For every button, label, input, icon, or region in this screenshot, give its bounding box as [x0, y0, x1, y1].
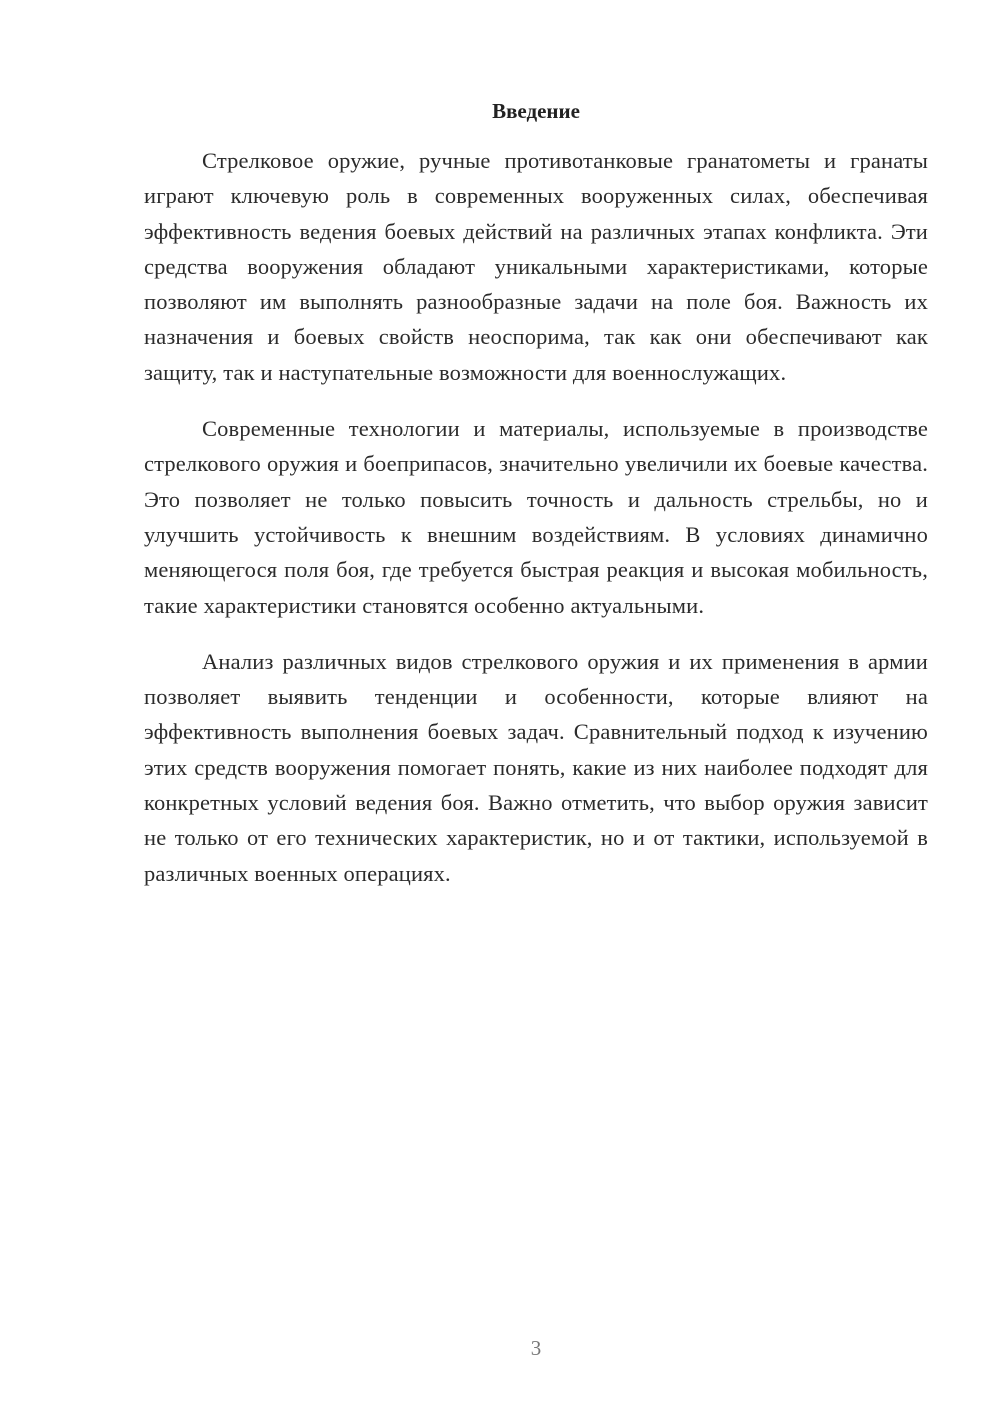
page-number: 3	[530, 1336, 542, 1360]
paragraph-1: Стрелковое оружие, ручные противотанковые гранатометы и гранаты играют ключевую роль в современных вооруженных силах, обеспечивая эффективность ведения боевых действий на различных этапах конфликта. Эти средства вооружения обладают уникальными характеристиками, которые позволяют им выполнять разнообразные задачи на поле боя. Важность их назначения и боевых свойств неоспорима, так как они обеспечивают как защиту, так и наступательные возможности для военнослужащих.	[144, 148, 928, 385]
paragraph-3: Анализ различных видов стрелкового оружия и их применения в армии позволяет выявить тенденции и особенности, которые влияют на эффективность выполнения боевых задач. Сравнительный подход к изучению этих средств вооружения помогает понять, какие из них наиболее подходят для конкретных условий ведения боя. Важно отметить, что выбор оружия зависит не только от его технических характеристик, но и от тактики, используемой в различных военных операциях.	[144, 648, 928, 886]
paragraph-2: Современные технологии и материалы, используемые в производстве стрелкового оружия и боеприпасов, значительно увеличили их боевые качества. Это позволяет не только повысить точность и дальность стрельбы, но и улучшить устойчивость к внешним воздействиям. В условиях динамично меняющегося поля боя, где требуется быстрая реакция и высокая мобильность, такие характеристики становятся особенно актуальными.	[144, 416, 928, 618]
page-title: Введение	[492, 99, 580, 123]
document-body	[144, 143, 928, 912]
